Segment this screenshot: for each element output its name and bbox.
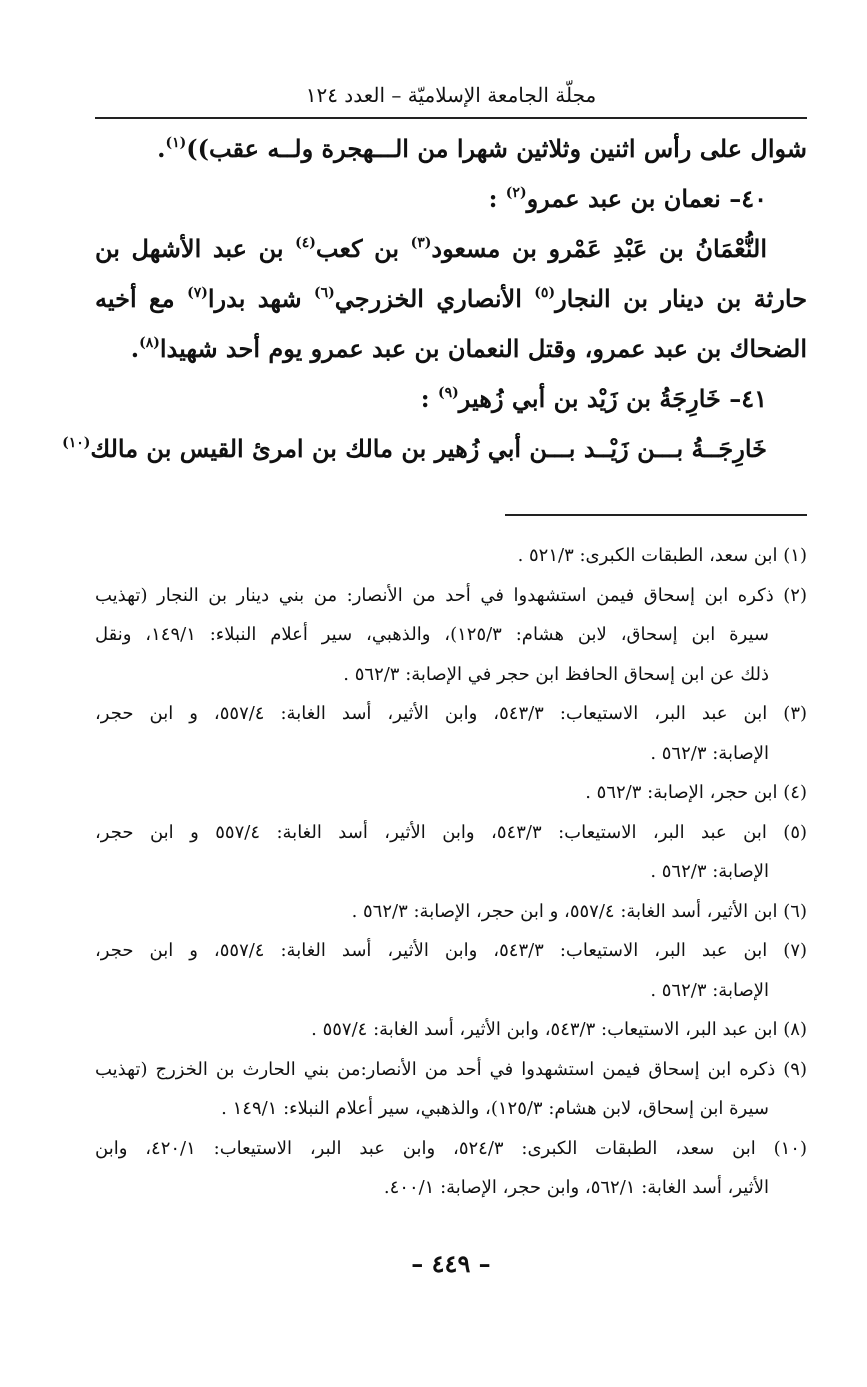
footnote-6: (٦) ابن الأثير، أسد الغابة: ٥٥٧/٤، و ابن حجر، الإصابة: ٥٦٢/٣ . (351, 900, 807, 922)
entry-heading-41: ٤١– خَارِجَةُ بن زَيْد بن أبي زُهير$^{(٩)}$ : (420, 384, 767, 413)
footnote-ref[interactable]: (٥) (534, 285, 556, 301)
footnotes (95, 536, 807, 1208)
footnote-ref[interactable]: (١٠) (62, 435, 91, 451)
footnote-9: (٩) ذكره ابن إسحاق فيمن استشهدوا في أحد من الأنصار:من بني الحارث بن الخزرج (تهذيب سيرة ابن إسحاق، لابن هشام: ١٢٥/٣)، والذهبي، سير أعلام النبلاء: ١٤٩/١ . (95, 1058, 807, 1119)
entry-heading-40: ٤٠– نعمان بن عبد عمرو$^{(٢)}$ : (488, 184, 767, 213)
footnote-ref[interactable]: (٩) (438, 385, 459, 401)
paragraph-40-line-2: حارثة بن دينار بن النجار$^{(٥)}$ الأنصاري الخزرجي$^{(٦)}$ شهد بدرا$^{(٧)}$ مع أخيه (95, 284, 808, 313)
text-line-1: شوال على رأس اثنين وثلاثين شهرا من الـــهجرة ولــه عقب))$^{(١)}$. (157, 134, 807, 163)
footnote-10: (١٠) ابن سعد، الطبقات الكبرى: ٥٢٤/٣، وابن عبد البر، الاستيعاب: ٤٢٠/١، وابن الأثير، أسد الغابة: ٥٦٢/١، وابن حجر، الإصابة: ٤٠٠/١. (95, 1137, 808, 1198)
paragraph-41-line-1: خَارِجَــةُ بـــن زَيْــد بـــن أبي زُهير بن مالك بن امرئ القيس بن مالك$^{(١٠)}$ (62, 434, 767, 463)
main-text (62, 124, 808, 474)
running-header: مجلّة الجامعة الإسلاميّة – العدد ١٢٤ (305, 83, 597, 107)
footnote-2: (٢) ذكره ابن إسحاق فيمن استشهدوا في أحد من الأنصار: من بني دينار بن النجار (تهذيب سيرة ابن إسحاق، لابن هشام: ١٢٥/٣)، والذهبي، سير أعلام النبلاء: ١٤٩/١، ونقل ذلك عن ابن إسحاق الحافظ ابن حجر في الإصابة: ٥٦٢/٣ . (95, 584, 807, 685)
footnote-1: (١) ابن سعد، الطبقات الكبرى: ٥٢١/٣ . (517, 545, 807, 566)
footnote-5: (٥) ابن عبد البر، الاستيعاب: ٥٤٣/٣، وابن الأثير، أسد الغابة: ٥٥٧/٤ و ابن حجر، الإصابة: ٥٦٢/٣ . (95, 821, 808, 882)
footnote-ref[interactable]: (٤) (295, 235, 316, 251)
footnote-7: (٧) ابن عبد البر، الاستيعاب: ٥٤٣/٣، وابن الأثير، أسد الغابة: ٥٥٧/٤، و ابن حجر، الإصابة: ٥٦٢/٣ . (95, 940, 808, 1001)
footnote-3: (٣) ابن عبد البر، الاستيعاب: ٥٤٣/٣، وابن الأثير، أسد الغابة: ٥٥٧/٤، و ابن حجر، الإصابة: ٥٦٢/٣ . (95, 703, 808, 764)
footnote-ref[interactable]: (٦) (314, 285, 335, 301)
header-rule (95, 117, 807, 119)
page-number: – ٤٤٩ – (411, 1249, 491, 1278)
footnote-4: (٤) ابن حجر، الإصابة: ٥٦٢/٣ . (585, 782, 807, 803)
footnote-ref[interactable]: (٣) (410, 235, 432, 251)
footnote-rule (505, 514, 807, 516)
paragraph-40-line-3: الضحاك بن عبد عمرو، وقتل النعمان بن عبد عمرو يوم أحد شهيدا$^{(٨)}$. (130, 334, 807, 363)
paragraph-40-line-1: النُّعْمَانُ بن عَبْدِ عَمْرو بن مسعود$^{(٣)}$ بن كعب$^{(٤)}$ بن عبد الأشهل بن (95, 234, 768, 263)
footnote-ref[interactable]: (٨) (139, 335, 160, 351)
footnote-ref[interactable]: (٧) (187, 285, 208, 301)
footnote-ref[interactable]: (٢) (505, 185, 527, 201)
footnote-ref[interactable]: (١) (165, 135, 187, 151)
footnote-8: (٨) ابن عبد البر، الاستيعاب: ٥٤٣/٣، وابن الأثير، أسد الغابة: ٥٥٧/٤ . (311, 1019, 807, 1040)
